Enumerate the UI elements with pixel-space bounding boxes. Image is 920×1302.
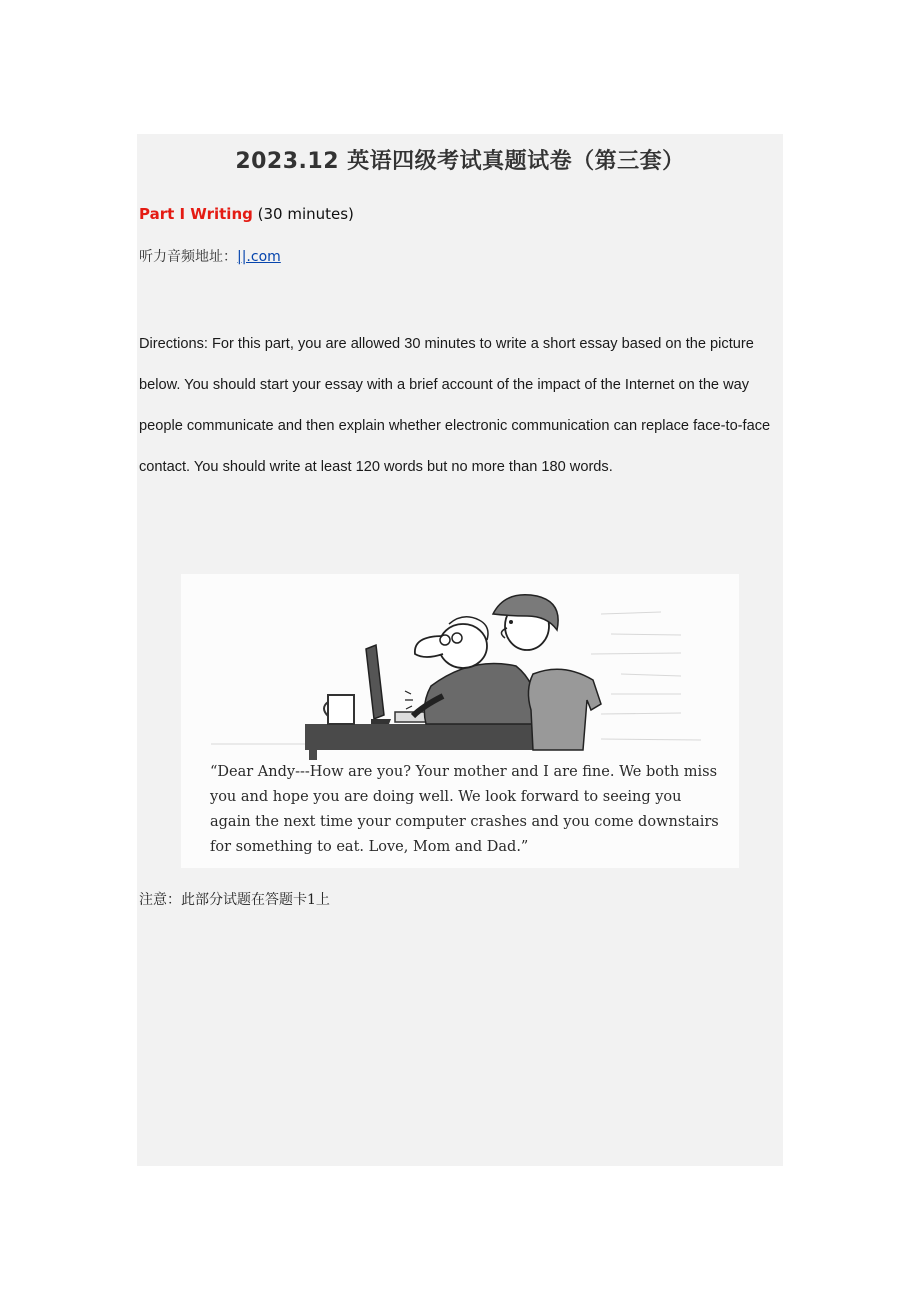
part-heading <box>139 205 354 223</box>
document-page <box>137 134 783 1166</box>
monitor <box>366 645 384 719</box>
audio-label: 听力音频地址： <box>139 249 237 265</box>
woman <box>528 669 601 750</box>
audio-address-line <box>139 246 281 266</box>
page-title: 2023.12 英语四级考试真题试卷（第三套） <box>235 149 685 174</box>
cartoon-image <box>181 574 739 868</box>
note-text: 注意：此部分试题在答题卡1上 <box>139 892 330 908</box>
desk <box>305 724 545 750</box>
audio-link[interactable]: ||.com <box>237 249 281 265</box>
part-label: Part I Writing <box>139 205 253 223</box>
part-time: (30 minutes) <box>252 205 354 223</box>
directions-text: Directions: For this part, you are allowed 30 minutes to write a short essay based on the picture below. You should start your essay with a brief account of the impact of the Internet on the way people communicate and then explain whether electronic communication can replace face-to-face contact. You should write at least 120 words but no more than 180 words. <box>139 336 771 475</box>
cartoon-caption: “Dear Andy---How are you? Your mother and I are fine. We both miss you and hope you are doing well. We look forward to seeing you again the next time your computer crashes and you come downstairs for something to eat. Love, Mom and Dad.” <box>210 764 719 855</box>
mug <box>328 695 354 724</box>
